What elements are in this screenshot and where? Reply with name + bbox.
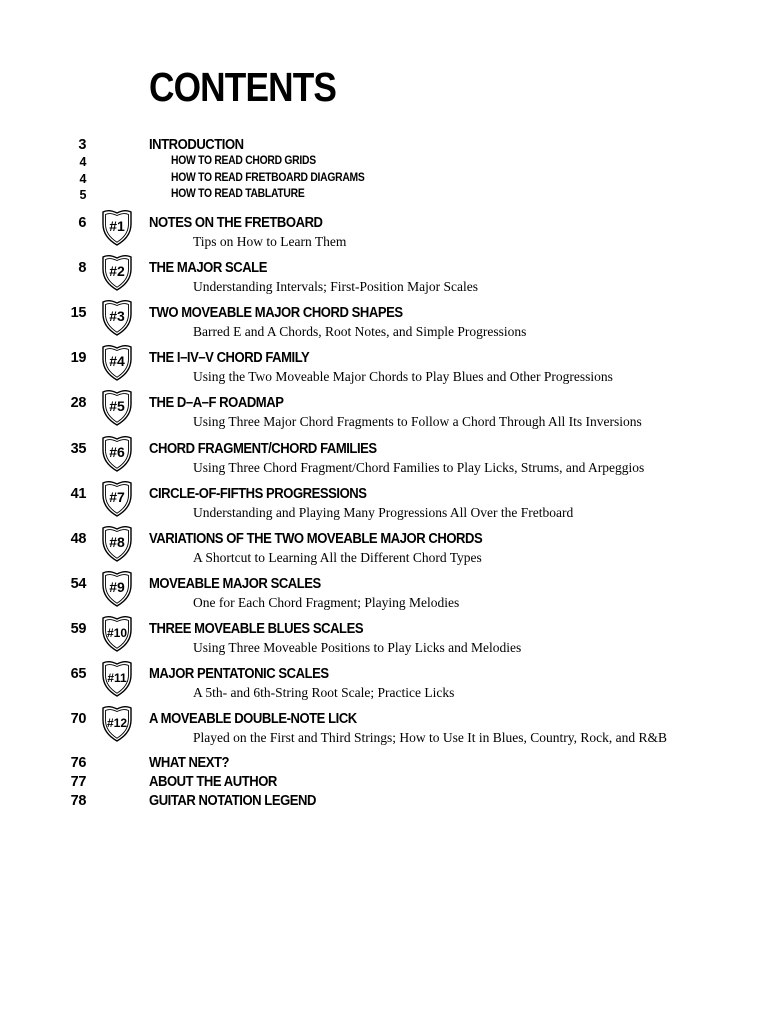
subentry-label: HOW TO READ TABLATURE: [171, 188, 305, 200]
page-number: 70: [70, 711, 86, 727]
entry-heading: CIRCLE-OF-FIFTHS PROGRESSIONS: [149, 486, 367, 502]
page-number: 48: [70, 531, 86, 547]
entry-description: Played on the First and Third Strings; How to Use It in Blues, Country, Rock, and R&B: [193, 730, 667, 745]
page-number: 77: [70, 774, 86, 790]
route-shield-icon: [99, 523, 135, 563]
route-shield-icon: [99, 568, 135, 608]
entry-heading: THE I–IV–V CHORD FAMILY: [149, 350, 310, 366]
page-number: 78: [70, 793, 86, 809]
entry-heading: MAJOR PENTATONIC SCALES: [149, 666, 329, 682]
entry-heading: THE D–A–F ROADMAP: [149, 395, 284, 411]
page-number: 76: [70, 755, 86, 771]
shield-label: #3: [109, 308, 125, 324]
page-number: 3: [78, 137, 86, 153]
entry-description: Using Three Major Chord Fragments to Follow a Chord Through All Its Inversions: [193, 414, 642, 429]
page-number: 19: [70, 350, 86, 366]
entry-description: Using the Two Moveable Major Chords to Play Blues and Other Progressions: [193, 369, 613, 384]
entry-heading: THE MAJOR SCALE: [149, 260, 267, 276]
entry-heading: MOVEABLE MAJOR SCALES: [149, 576, 321, 592]
route-shield-icon: [99, 433, 135, 473]
page-number: 65: [70, 666, 86, 682]
entry-heading: A MOVEABLE DOUBLE-NOTE LICK: [149, 711, 357, 727]
page-number: 8: [78, 260, 86, 276]
entry-description: Tips on How to Learn Them: [193, 234, 347, 249]
shield-label: #2: [109, 263, 125, 279]
page-number: 41: [70, 486, 86, 502]
subentry-label: HOW TO READ CHORD GRIDS: [171, 155, 316, 167]
entry-description: A 5th- and 6th-String Root Scale; Practice Licks: [193, 685, 455, 700]
page-number: 15: [70, 305, 86, 321]
route-shield-icon: [99, 387, 135, 427]
shield-label: #6: [109, 444, 125, 460]
page-number: 4: [79, 172, 86, 186]
shield-label: #7: [109, 489, 125, 505]
shield-label: #11: [107, 671, 127, 685]
entry-heading: INTRODUCTION: [149, 137, 244, 153]
shield-label: #10: [106, 626, 128, 640]
route-shield-icon: [99, 703, 135, 743]
entry-heading: CHORD FRAGMENT/CHORD FAMILIES: [149, 441, 377, 457]
entry-description: A Shortcut to Learning All the Different Chord Types: [193, 550, 482, 565]
page-number: 59: [70, 621, 86, 637]
entry-heading: WHAT NEXT?: [149, 755, 230, 771]
shield-label: #8: [109, 534, 125, 550]
route-shield-icon: [99, 252, 135, 292]
entry-description: Understanding Intervals; First-Position Major Scales: [193, 279, 478, 294]
route-shield-icon: [99, 297, 135, 337]
entry-description: Using Three Moveable Positions to Play Licks and Melodies: [193, 640, 522, 655]
shield-label: #9: [109, 579, 125, 595]
entry-heading: GUITAR NOTATION LEGEND: [149, 793, 316, 809]
shield-label: #4: [109, 353, 125, 369]
page-number: 28: [70, 395, 86, 411]
shield-label: #1: [109, 218, 125, 234]
shield-label: #5: [109, 398, 125, 414]
entry-heading: ABOUT THE AUTHOR: [149, 774, 277, 790]
page-number: 4: [79, 155, 86, 169]
entry-description: Barred E and A Chords, Root Notes, and Simple Progressions: [193, 324, 527, 339]
shield-label: #12: [106, 716, 128, 730]
entry-description: Understanding and Playing Many Progressions All Over the Fretboard: [193, 505, 574, 520]
entry-description: Using Three Chord Fragment/Chord Families to Play Licks, Strums, and Arpeggios: [193, 460, 645, 475]
page-number: 5: [79, 188, 86, 202]
entry-heading: VARIATIONS OF THE TWO MOVEABLE MAJOR CHORDS: [149, 531, 483, 547]
page-number: 35: [70, 441, 86, 457]
route-shield-icon: [99, 478, 135, 518]
route-shield-icon: [99, 207, 135, 247]
route-shield-icon: [99, 613, 135, 653]
entry-heading: THREE MOVEABLE BLUES SCALES: [149, 621, 364, 637]
route-shield-icon: [99, 342, 135, 382]
route-shield-icon: [99, 658, 135, 698]
page-number: 54: [70, 576, 86, 592]
entry-heading: NOTES ON THE FRETBOARD: [149, 215, 323, 231]
page-number: 6: [78, 215, 86, 231]
subentry-label: HOW TO READ FRETBOARD DIAGRAMS: [171, 172, 365, 184]
page-title: CONTENTS: [149, 64, 337, 110]
entry-heading: TWO MOVEABLE MAJOR CHORD SHAPES: [149, 305, 403, 321]
entry-description: One for Each Chord Fragment; Playing Melodies: [193, 595, 460, 610]
